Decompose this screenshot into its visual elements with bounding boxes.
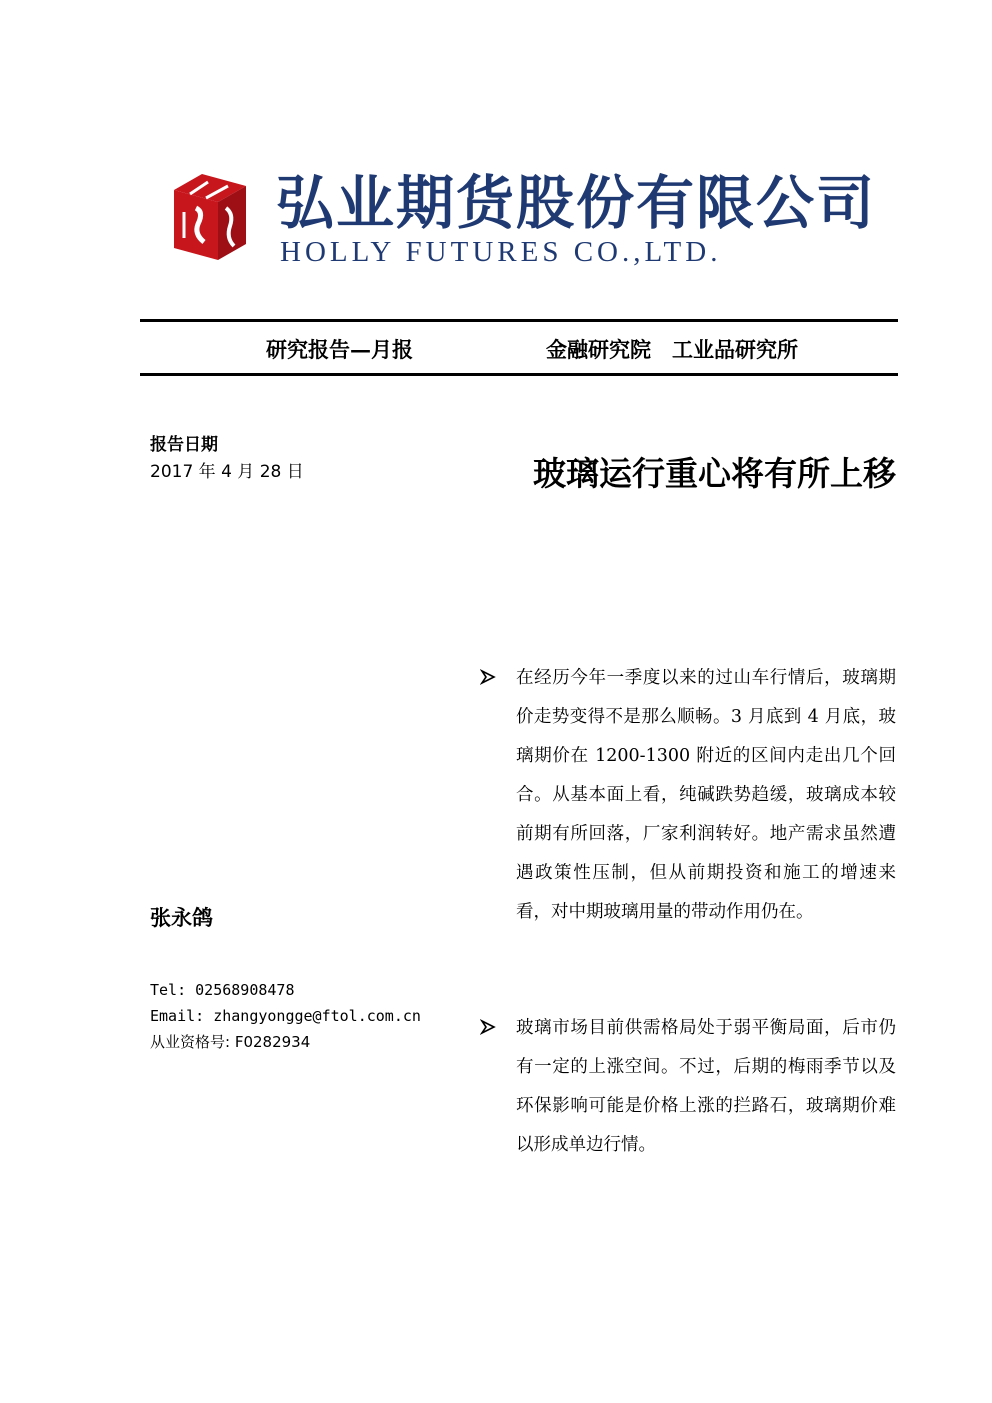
report-title: 玻璃运行重心将有所上移 xyxy=(533,454,896,493)
summary-point-2: 玻璃市场目前供需格局处于弱平衡局面，后市仍有一定的上涨空间。不过，后期的梅雨季节以及环保影响可能是价格上涨的拦路石，玻璃期价难以形成单边行情。 xyxy=(516,1018,896,1155)
company-name-cn: 弘业期货股份有限公司 xyxy=(276,169,877,237)
arrow-bullet-icon xyxy=(480,1019,496,1040)
author-tel: Tel: 02568908478 xyxy=(150,981,295,999)
company-logo-icon xyxy=(168,168,250,262)
report-date-label: 报告日期 xyxy=(150,435,218,455)
arrow-bullet-icon xyxy=(480,669,496,690)
institute-name: 金融研究院 工业品研究所 xyxy=(546,337,798,362)
report-type: 研究报告—月报 xyxy=(266,337,413,362)
report-date-value: 2017 年 4 月 28 日 xyxy=(150,462,304,482)
author-name: 张永鸽 xyxy=(150,905,213,930)
header-top-rule xyxy=(140,319,898,322)
header-bottom-rule xyxy=(140,373,898,376)
author-email[interactable]: Email: zhangyongge@ftol.com.cn xyxy=(150,1007,421,1025)
summary-point-1: 在经历今年一季度以来的过山车行情后，玻璃期价走势变得不是那么顺畅。3 月底到 4 月底，玻璃期价在 1200-1300 附近的区间内走出几个回合。从基本面上看，纯碱跌势趋缓，玻璃成本较前期有所回落，厂家利润转好。地产需求虽然遭遇政策性压制，但从前期投资和施工的增速来看，对中期玻璃用量的带动作用仍在。 xyxy=(516,668,896,922)
company-name-en: HOLLY FUTURES CO.,LTD. xyxy=(280,236,722,268)
author-license: 从业资格号: F0282934 xyxy=(150,1033,311,1051)
